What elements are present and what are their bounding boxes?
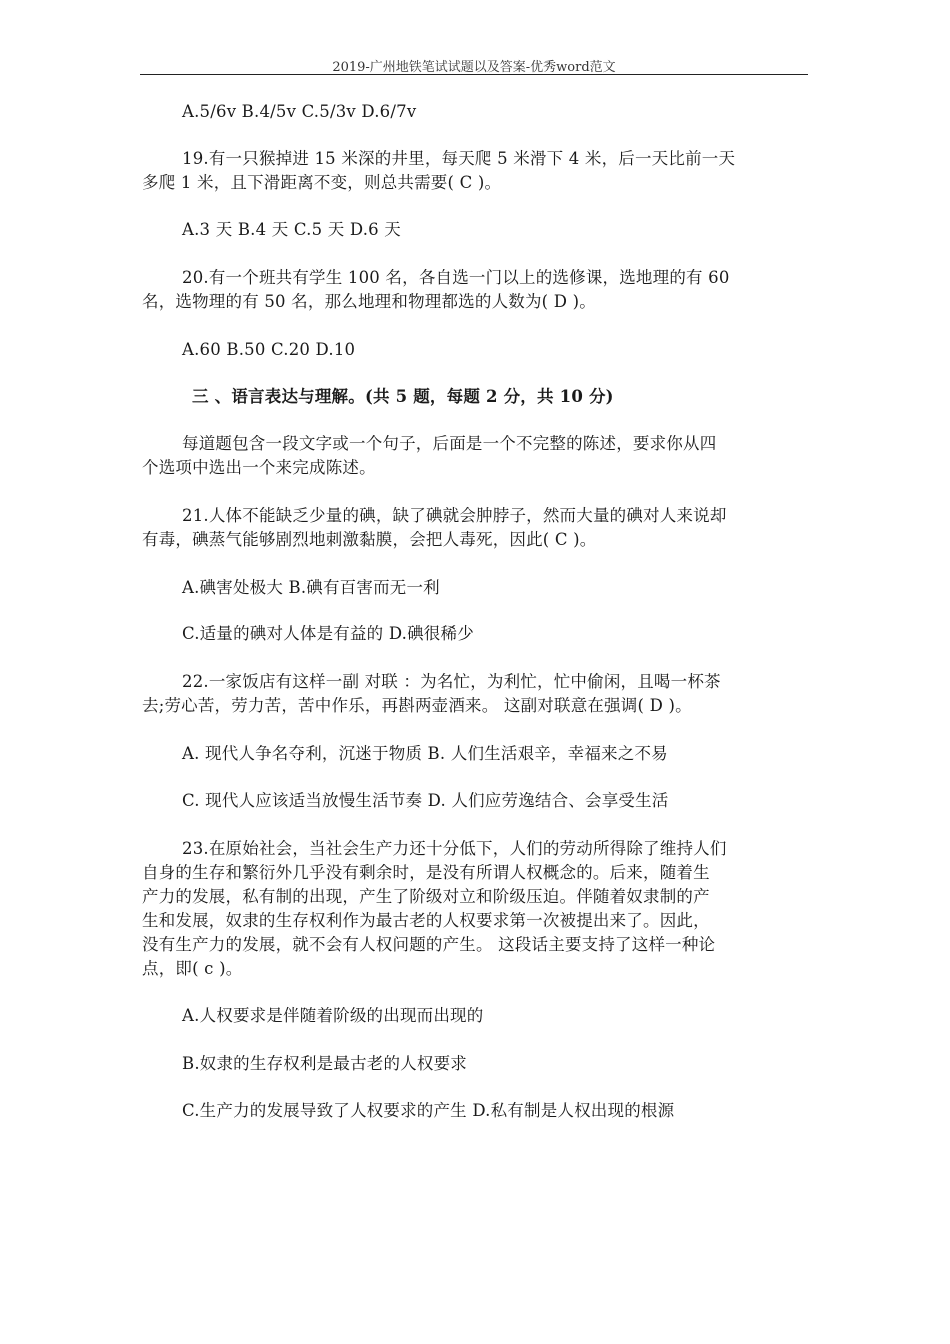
q18-options: A.5/6v B.4/5v C.5/3v D.6/7v bbox=[182, 102, 417, 121]
q22-text: 22.一家饭店有这样一副 对联 ：为名忙，为利忙，忙中偷闲，且喝一杯茶 bbox=[182, 672, 721, 691]
q19-options: A.3 天 B.4 天 C.5 天 D.6 天 bbox=[182, 220, 402, 239]
q20-options: A.60 B.50 C.20 D.10 bbox=[182, 340, 356, 359]
q21-text-cont: 有毒，碘蒸气能够剧烈地刺激黏膜，会把人毒死，因此( C )。 bbox=[142, 530, 597, 549]
section-heading: 三 、语言表达与理解。(共 5 题，每题 2 分，共 10 分) bbox=[192, 387, 614, 406]
q20-text: 20.有一个班共有学生 100 名，各自选一门以上的选修课，选地理的有 60 bbox=[182, 268, 730, 287]
q22-options-cd: C. 现代人应该适当放慢生活节奏 D. 人们应劳逸结合、会享受生活 bbox=[182, 791, 669, 810]
q23-text-line6: 点，即( c )。 bbox=[142, 959, 243, 978]
q19-text: 19.有一只猴掉进 15 米深的井里，每天爬 5 米滑下 4 米，后一天比前一天 bbox=[182, 149, 736, 168]
q22-text-cont: 去;劳心苦，劳力苦，苦中作乐，再斟两壶酒来。 这副对联意在强调( D )。 bbox=[142, 696, 692, 715]
q21-options-ab: A.碘害处极大 B.碘有百害而无一利 bbox=[182, 578, 440, 597]
q23-text-line3: 产力的发展，私有制的出现，产生了阶级对立和阶级压迫。伴随着奴隶制的产 bbox=[142, 887, 710, 906]
q22-options-ab: A. 现代人争名夺利，沉迷于物质 B. 人们生活艰辛，幸福来之不易 bbox=[182, 744, 668, 763]
section-instructions-cont: 个选项中选出一个来完成陈述。 bbox=[142, 458, 376, 477]
q21-text: 21.人体不能缺乏少量的碘，缺了碘就会肿脖子，然而大量的碘对人来说却 bbox=[182, 506, 727, 525]
q23-text-line2: 自身的生存和繁衍外几乎没有剩余时，是没有所谓人权概念的。后来，随着生 bbox=[142, 863, 710, 882]
q23-options-cd: C.生产力的发展导致了人权要求的产生 D.私有制是人权出现的根源 bbox=[182, 1101, 675, 1120]
q23-text: 23.在原始社会，当社会生产力还十分低下，人们的劳动所得除了维持人们 bbox=[182, 839, 727, 858]
q21-options-cd: C.适量的碘对人体是有益的 D.碘很稀少 bbox=[182, 624, 474, 643]
q23-option-a: A.人权要求是伴随着阶级的出现而出现的 bbox=[182, 1006, 484, 1025]
q20-text-cont: 名，选物理的有 50 名，那么地理和物理都选的人数为( D )。 bbox=[142, 292, 596, 311]
page-header: 2019-广州地铁笔试试题以及答案-优秀word范文 bbox=[332, 60, 616, 75]
section-instructions: 每道题包含一段文字或一个句子，后面是一个不完整的陈述，要求你从四 bbox=[182, 434, 717, 453]
header-divider bbox=[140, 74, 808, 75]
q19-text-cont: 多爬 1 米，且下滑距离不变，则总共需要( C )。 bbox=[142, 173, 502, 192]
q23-text-line4: 生和发展，奴隶的生存权利作为最古老的人权要求第一次被提出来了。因此， bbox=[142, 911, 710, 930]
q23-option-b: B.奴隶的生存权利是最古老的人权要求 bbox=[182, 1054, 467, 1073]
q23-text-line5: 没有生产力的发展，就不会有人权问题的产生。 这段话主要支持了这样一种论 bbox=[142, 935, 716, 954]
